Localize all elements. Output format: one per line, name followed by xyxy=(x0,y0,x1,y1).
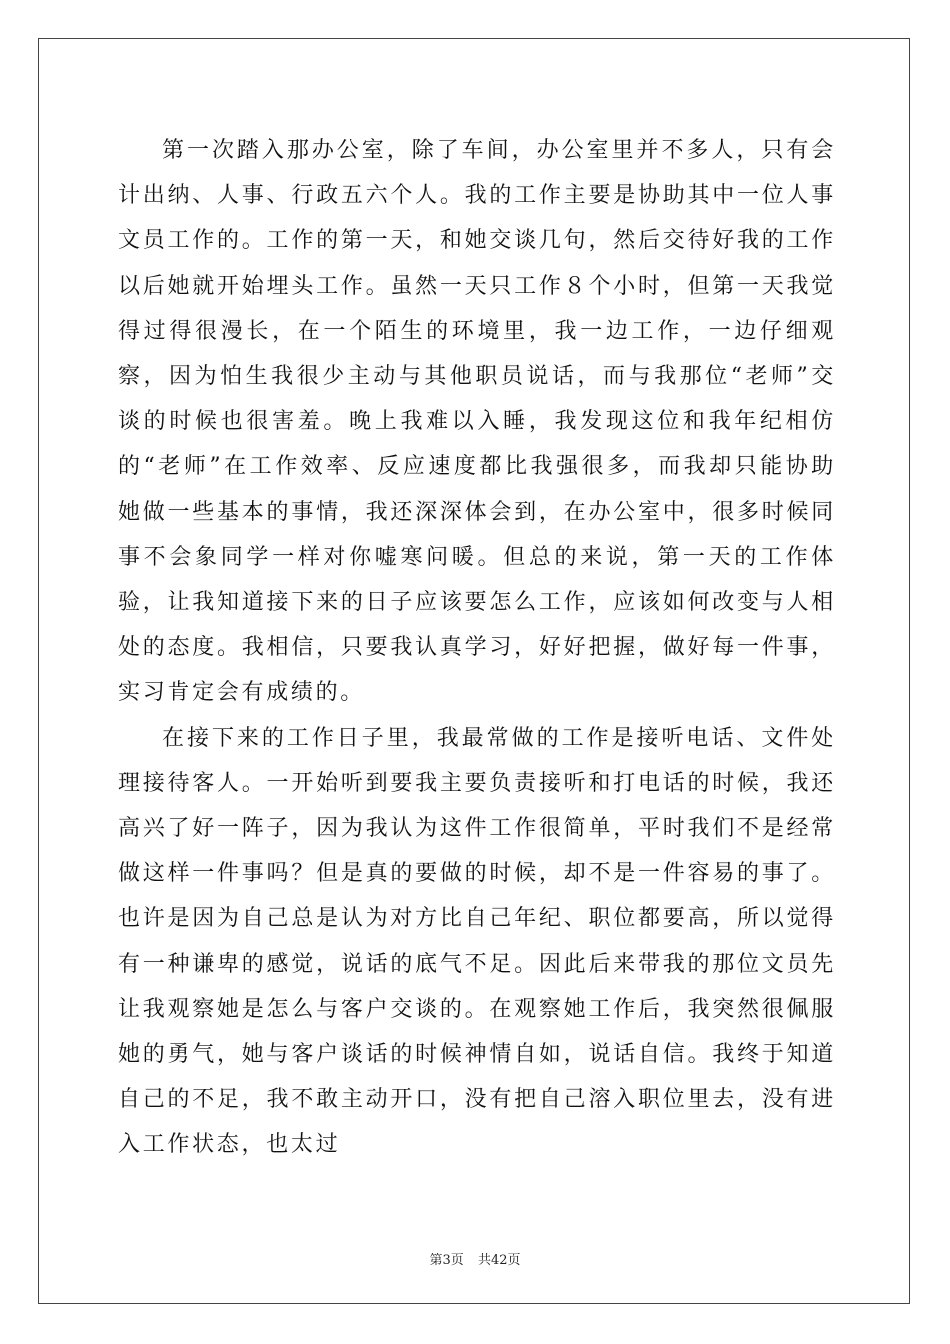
paragraph: 在接下来的工作日子里，我最常做的工作是接听电话、文件处理接待客人。一开始听到要我主要负责接听和打电话的时候，我还高兴了好一阵子，因为我认为这件工作很简单，平时我们不是经常做这样一件事吗？但是真的要做的时候，却不是一件容易的事了。也许是因为自己总是认为对方比自己年纪、职位都要高，所以觉得有一种谦卑的感觉，说话的底气不足。因此后来带我的那位文员先让我观察她是怎么与客户交谈的。在观察她工作后，我突然很佩服她的勇气，她与客户谈话的时候神情自如，说话自信。我终于知道自己的不足，我不敢主动开口，没有把自己溶入职位里去，没有进入工作状态，也太过 xyxy=(118,725,836,1158)
document-body xyxy=(118,128,836,1168)
page-total: 共42页 xyxy=(477,1253,521,1268)
page-number: 第3页 xyxy=(429,1253,464,1268)
page-footer xyxy=(0,1249,950,1268)
paragraph: 第一次踏入那办公室，除了车间，办公室里并不多人，只有会计出纳、人事、行政五六个人。我的工作主要是协助其中一位人事文员工作的。工作的第一天，和她交谈几句，然后交待好我的工作以后她就开始埋头工作。虽然一天只工作８个小时，但第一天我觉得过得很漫长，在一个陌生的环境里，我一边工作，一边仔细观察，因为怕生我很少主动与其他职员说话，而与我那位“老师”交谈的时候也很害羞。晚上我难以入睡，我发现这位和我年纪相仿的“老师”在工作效率、反应速度都比我强很多，而我却只能协助她做一些基本的事情，我还深深体会到，在办公室中，很多时候同事不会象同学一样对你嘘寒问暖。但总的来说，第一天的工作体验，让我知道接下来的日子应该要怎么工作，应该如何改变与人相处的态度。我相信，只要我认真学习，好好把握，做好每一件事，实习肯定会有成绩的。 xyxy=(118,138,836,706)
